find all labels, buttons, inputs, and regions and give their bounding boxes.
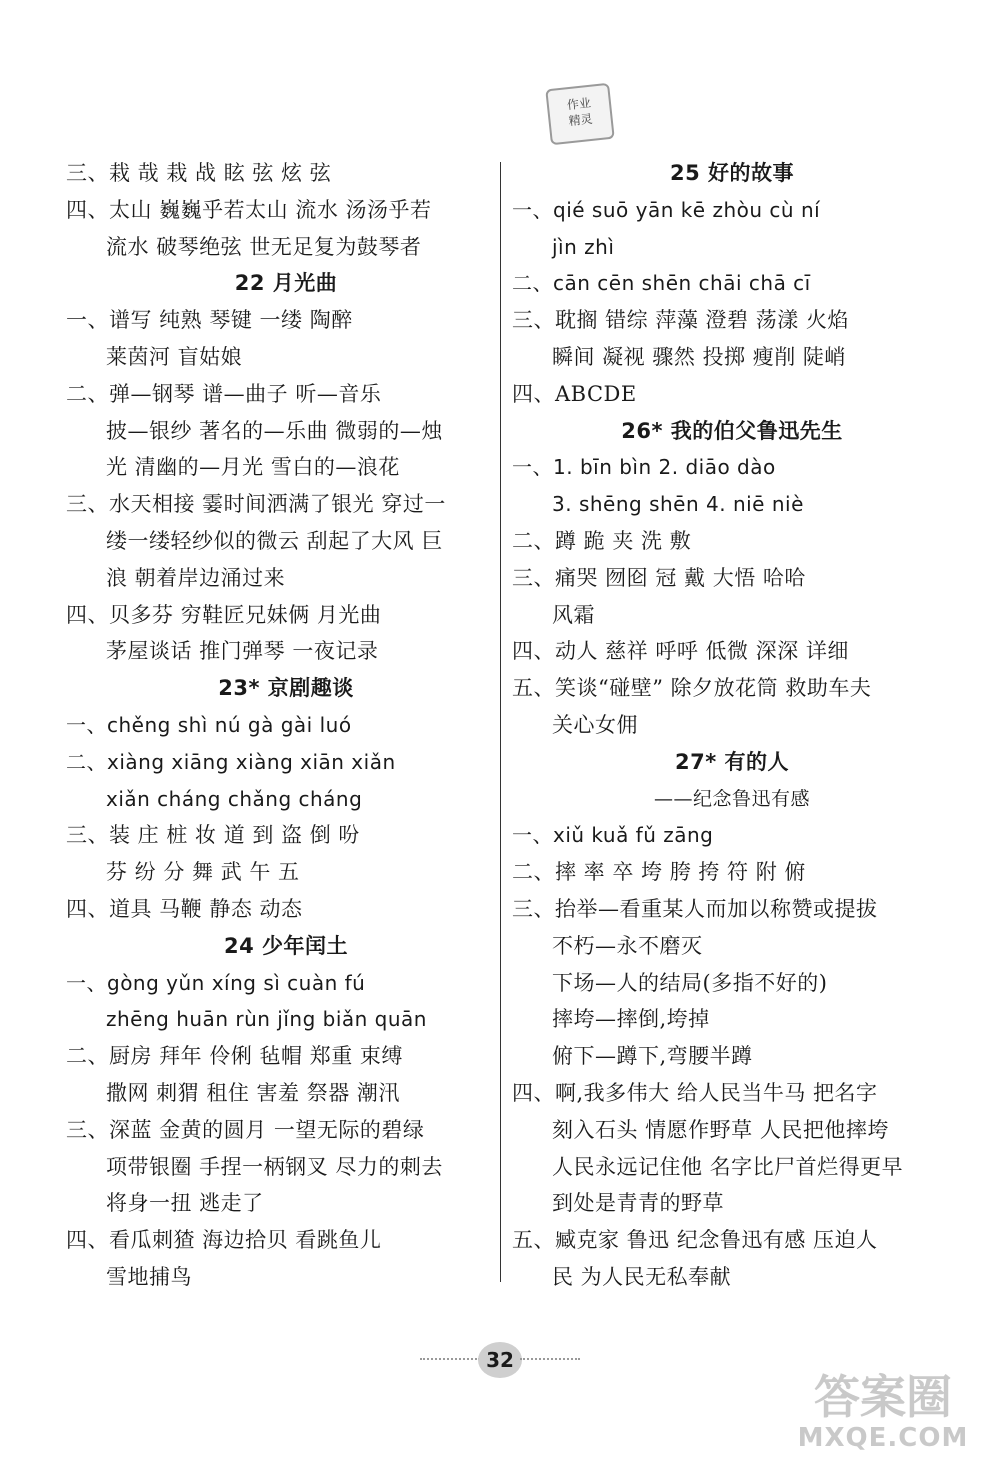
lesson-subtitle: ——纪念鲁迅有感 xyxy=(653,787,810,810)
page-number: 32 xyxy=(478,1342,522,1378)
answer-line: 四、贝多芬 穷鞋匠兄妹俩 月光曲 xyxy=(66,602,382,627)
lesson-heading: 27* 有的人 xyxy=(674,749,790,774)
answer-line: 三、痛哭 囫囵 冠 戴 大悟 哈哈 xyxy=(512,565,806,590)
stamp-line-2: 精灵 xyxy=(567,111,594,129)
answer-line-continued: 光 清幽的—月光 雪白的—浪花 xyxy=(106,455,400,480)
answer-line: 一、xiǔ kuǎ fǔ zāng xyxy=(512,823,714,848)
answer-line-continued: 不朽—永不磨灭 xyxy=(552,933,703,958)
left-column xyxy=(66,155,506,1296)
answer-line: 四、ABCDE xyxy=(512,381,637,406)
answer-line-continued: 将身一扭 逃走了 xyxy=(106,1191,264,1216)
answer-line-continued: 刻入石头 情愿作野草 人民把他摔垮 xyxy=(552,1117,889,1142)
answer-line: 四、啊,我多伟大 给人民当牛马 把名字 xyxy=(512,1080,878,1105)
answer-line-continued: 芬 纷 分 舞 武 午 五 xyxy=(106,860,300,885)
answer-line-continued: 浪 朝着岸边涌过来 xyxy=(106,565,286,590)
answer-line: 二、cān cēn shēn chāi chā cī xyxy=(512,271,811,296)
lesson-heading: 22 月光曲 xyxy=(234,271,338,296)
footer-ornament-left xyxy=(420,1358,480,1364)
answer-line: 三、水天相接 霎时间洒满了银光 穿过一 xyxy=(66,492,446,517)
stamp-line-1: 作业 xyxy=(566,95,592,113)
answer-line-continued: 项带银圈 手捏一柄钢叉 尽力的刺去 xyxy=(106,1154,443,1179)
footer-ornament-right xyxy=(520,1358,580,1364)
answer-line: 三、栽 哉 栽 战 眩 弦 炫 弦 xyxy=(66,161,332,185)
answer-line-continued: 瞬间 凝视 骤然 投掷 瘦削 陡峭 xyxy=(552,344,846,369)
answer-line: 二、厨房 拜年 伶俐 毡帽 郑重 束缚 xyxy=(66,1044,403,1069)
answer-line-continued: 民 为人民无私奉献 xyxy=(552,1264,732,1289)
answer-line: 二、蹲 跪 夹 洗 敷 xyxy=(512,528,692,553)
answer-line: 四、道具 马鞭 静态 动态 xyxy=(66,896,303,921)
answer-line: 三、深蓝 金黄的圆月 一望无际的碧绿 xyxy=(66,1117,425,1142)
answer-line: 四、太山 巍巍乎若太山 流水 汤汤乎若 xyxy=(66,197,432,222)
answer-line-continued: 披—银纱 著名的—乐曲 微弱的—烛 xyxy=(106,418,443,443)
answer-line-continued: 3. shēng shēn 4. niē niè xyxy=(552,492,804,517)
page-footer xyxy=(420,1340,580,1380)
answer-line-continued: 撒网 刺猬 租住 害羞 祭器 潮汛 xyxy=(106,1080,400,1105)
answer-line-continued: 到处是青青的野草 xyxy=(552,1191,724,1216)
answer-line: 五、臧克家 鲁迅 纪念鲁迅有感 压迫人 xyxy=(512,1228,878,1253)
answer-line-continued: jìn zhì xyxy=(552,234,615,259)
answer-line: 二、xiàng xiāng xiàng xiān xiǎn xyxy=(66,749,396,774)
answer-line-continued: 关心女佣 xyxy=(552,712,638,737)
answer-line: 一、谱写 纯熟 琴键 一缕 陶醉 xyxy=(66,308,353,333)
answer-line-continued: xiǎn cháng chǎng cháng xyxy=(106,786,363,811)
answer-line: 四、看瓜刺猹 海边拾贝 看跳鱼儿 xyxy=(66,1228,382,1253)
answer-line: 一、qié suō yān kē zhòu cù ní xyxy=(512,197,821,222)
site-watermark xyxy=(788,1371,978,1453)
answer-line: 二、摔 率 卒 垮 胯 挎 符 附 俯 xyxy=(512,860,806,885)
column-divider xyxy=(500,162,501,1282)
answer-line: 五、笑谈“碰壁” 除夕放花筒 救助车夫 xyxy=(512,676,872,701)
answer-line-continued: 莱茵河 盲姑娘 xyxy=(106,344,243,369)
watermark-logo: 答案圈 xyxy=(814,1370,952,1424)
answer-line-continued: 俯下—蹲下,弯腰半蹲 xyxy=(552,1044,753,1069)
answer-line-continued: 人民永远记住他 名字比尸首烂得更早 xyxy=(552,1154,904,1179)
answer-line-continued: 风霜 xyxy=(552,602,595,627)
answer-line-continued: 茅屋谈话 推门弹琴 一夜记录 xyxy=(106,639,379,664)
answer-line-continued: zhēng huān rùn jǐng biǎn quān xyxy=(106,1007,427,1032)
answer-line: 三、耽搁 错综 萍藻 澄碧 荡漾 火焰 xyxy=(512,308,849,333)
answer-line: 一、gòng yǔn xíng sì cuàn fú xyxy=(66,970,366,995)
watermark-url: MXQE.COM xyxy=(797,1423,969,1453)
answer-line-continued: 摔垮—摔倒,垮掉 xyxy=(552,1007,710,1032)
right-column xyxy=(512,155,952,1296)
answer-line-continued: 缕一缕轻纱似的微云 刮起了大风 巨 xyxy=(106,528,443,553)
lesson-heading: 23* 京剧趣谈 xyxy=(218,676,354,701)
answer-line: 一、chěng shì nú gà gài luó xyxy=(66,712,352,737)
answer-line: 四、动人 慈祥 呼呼 低微 深深 详细 xyxy=(512,639,849,664)
answer-line: 三、装 庄 桩 妆 道 到 盗 倒 吩 xyxy=(66,823,360,848)
answer-line-continued: 下场—人的结局(多指不好的) xyxy=(552,970,828,995)
answer-line-continued: 流水 破琴绝弦 世无足复为鼓琴者 xyxy=(106,234,422,259)
lesson-heading: 26* 我的伯父鲁迅先生 xyxy=(621,418,843,443)
lesson-heading: 24 少年闰土 xyxy=(223,933,349,958)
answer-line: 二、弹—钢琴 谱—曲子 听—音乐 xyxy=(66,381,382,406)
answer-line-continued: 雪地捕鸟 xyxy=(106,1264,192,1289)
homework-stamp xyxy=(545,83,615,145)
lesson-heading: 25 好的故事 xyxy=(669,161,795,185)
answer-line: 三、抬举—看重某人而加以称赞或提拔 xyxy=(512,896,878,921)
answer-line: 一、1. bīn bìn 2. diāo dào xyxy=(512,455,776,480)
